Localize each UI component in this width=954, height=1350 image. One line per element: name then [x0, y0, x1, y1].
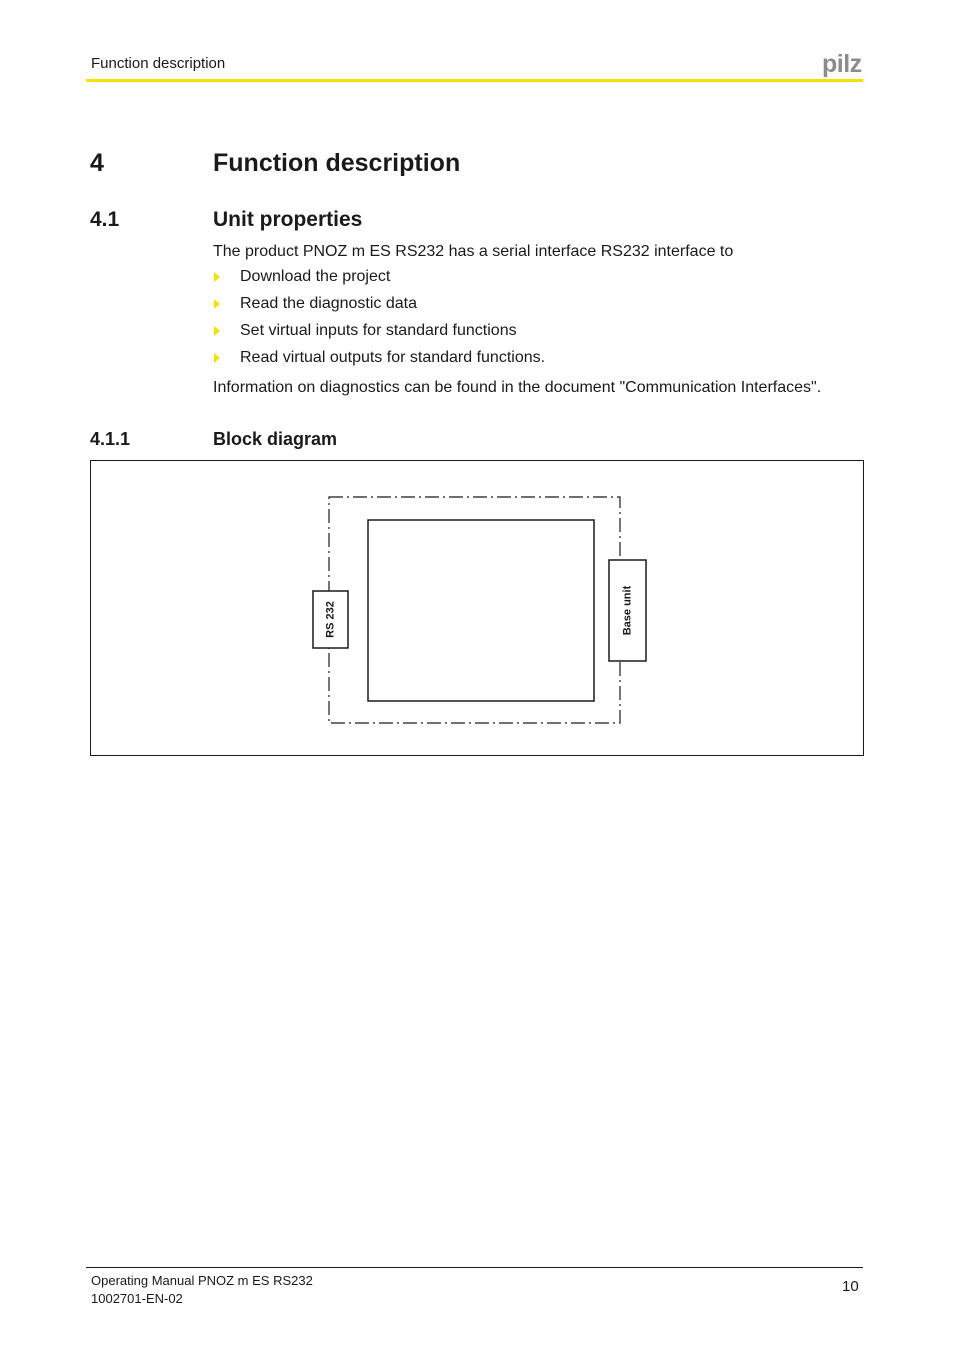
list-item: Read virtual outputs for standard functions. — [213, 349, 545, 376]
intro-paragraph: The product PNOZ m ES RS232 has a serial interface RS232 interface to — [213, 243, 734, 260]
bullet-arrow-icon — [214, 353, 220, 363]
pilz-logo: pilz — [822, 50, 862, 78]
section-title: Function description — [213, 149, 461, 177]
device-body — [368, 520, 594, 701]
subsubsection-title: Block diagram — [213, 429, 338, 449]
footer-doc-id: 1002701-EN-02 — [91, 1291, 183, 1306]
list-item: Set virtual inputs for standard functions — [213, 322, 545, 349]
running-header: Function description — [91, 55, 226, 72]
subsection-number: 4.1 — [90, 208, 120, 231]
section-number: 4 — [90, 149, 104, 177]
header-rule — [86, 79, 863, 82]
bullet-arrow-icon — [214, 326, 220, 336]
bullet-arrow-icon — [214, 272, 220, 282]
block-diagram — [90, 460, 864, 756]
feature-list — [213, 268, 545, 376]
base-unit-label: Base unit — [621, 585, 634, 636]
list-item: Read the diagnostic data — [213, 295, 545, 322]
page-number: 10 — [842, 1278, 859, 1295]
bullet-arrow-icon — [214, 299, 220, 309]
subsection-title: Unit properties — [213, 208, 363, 231]
footer-rule — [86, 1267, 863, 1268]
footer-manual-title: Operating Manual PNOZ m ES RS232 — [91, 1273, 313, 1288]
info-paragraph: Information on diagnostics can be found in the document "Communication Interfaces". — [213, 379, 822, 396]
rs232-label: RS 232 — [324, 601, 337, 638]
subsubsection-number: 4.1.1 — [90, 429, 131, 449]
list-item: Download the project — [213, 268, 545, 295]
